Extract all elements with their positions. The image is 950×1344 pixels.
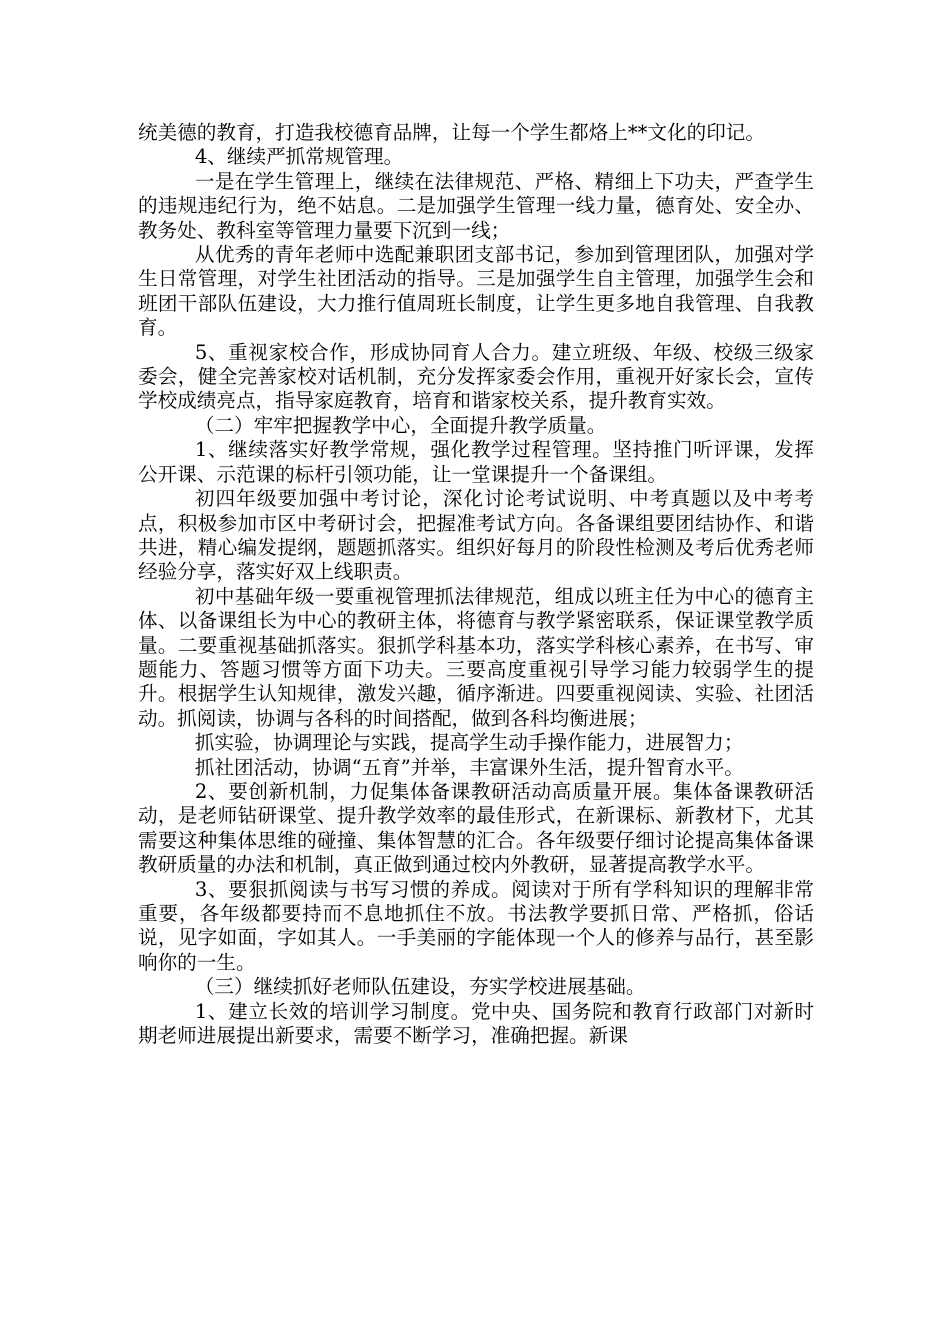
paragraph-8: 初四年级要加强中考讨论，深化讨论考试说明、中考真题以及中考考点，积极参加市区中考研讨会，把握准考试方向。各备课组要团结协作、和谐共进，精心编发提纲，题题抓落实。组织好每月的阶段性检测及考后优秀老师经验分享，落实好双上线职责。 [138, 487, 814, 584]
paragraph-9: 初中基础年级一要重视管理抓法律规范，组成以班主任为中心的德育主体、以备课组长为中心的教研主体，将德育与教学紧密联系，保证课堂教学质量。二要重视基础抓落实。狠抓学科基本功，落实学科核心素养，在书写、审题能力、答题习惯等方面下功夫。三要高度重视引导学习能力较弱学生的提升。根据学生认知规律，激发兴趣，循序渐进。四要重视阅读、实验、社团活动。抓阅读，协调与各科的时间搭配，做到各科均衡进展； [138, 584, 814, 730]
paragraph-3: 一是在学生管理上，继续在法律规范、严格、精细上下功夫，严查学生的违规违纪行为，绝不姑息。二是加强学生管理一线力量，德育处、安全办、教务处、教科室等管理力量要下沉到一线； [138, 169, 814, 242]
document-page [138, 121, 814, 1048]
section-heading-2: （二）牢牢把握教学中心，全面提升教学质量。 [194, 413, 607, 437]
paragraph-1: 统美德的教育，打造我校德育品牌，让每一个学生都烙上**文化的印记。 [138, 121, 765, 144]
paragraph-7: 1、继续落实好教学常规，强化教学过程管理。坚持推门听评课，发挥公开课、示范课的标杆引领功能，让一堂课提升一个备课组。 [138, 438, 814, 486]
paragraph-10: 抓实验，协调理论与实践，提高学生动手操作能力，进展智力； [194, 731, 744, 755]
paragraph-2: 4、继续严抓常规管理。 [194, 145, 404, 169]
section-heading-3: （三）继续抓好老师队伍建设，夯实学校进展基础。 [194, 975, 646, 999]
paragraph-15: 1、建立长效的培训学习制度。党中央、国务院和教育行政部门对新时期老师进展提出新要求，需要不断学习，准确把握。新课 [138, 999, 814, 1048]
paragraph-11: 抓社团活动，协调“五育”并举，丰富课外生活，提升智育水平。 [194, 755, 744, 779]
paragraph-13: 3、要狠抓阅读与书写习惯的养成。阅读对于所有学科知识的理解非常重要，各年级都要持而不息地抓住不放。书法教学要抓日常、严格抓，俗话说，见字如面，字如其人。一手美丽的字能体现一个人的修养与品行，甚至影响你的一生。 [138, 877, 814, 974]
paragraph-12: 2、要创新机制，力促集体备课教研活动高质量开展。集体备课教研活动，是老师钻研课堂、提升教学效率的最佳形式，在新课标、新教材下，尤其需要这种集体思维的碰撞、集体智慧的汇合。各年级要仔细讨论提高集体备课教研质量的办法和机制，真正做到通过校内外教研，显著提高教学水平。 [138, 779, 814, 877]
paragraph-5: 5、重视家校合作，形成协同育人合力。建立班级、年级、校级三级家委会，健全完善家校对话机制，充分发挥家委会作用，重视开好家长会，宣传学校成绩亮点，指导家庭教育，培育和谐家校关系，提升教育实效。 [138, 340, 814, 413]
paragraph-4: 从优秀的青年老师中选配兼职团支部书记，参加到管理团队，加强对学生日常管理，对学生社团活动的指导。三是加强学生自主管理，加强学生会和班团干部队伍建设，大力推行值周班长制度，让学生更多地自我管理、自我教育。 [138, 243, 814, 340]
